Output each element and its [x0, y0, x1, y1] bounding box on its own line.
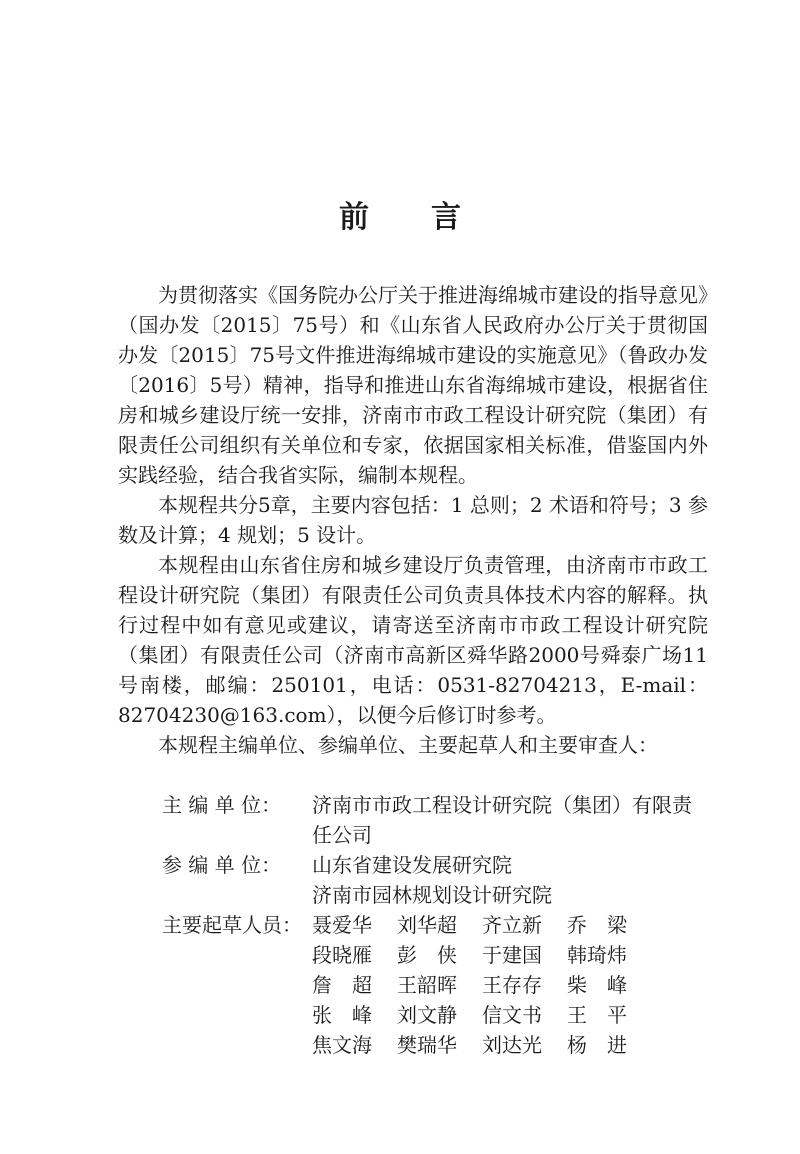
paragraph-purpose: 为贯彻落实《国务院办公厅关于推进海绵城市建设的指导意见》（国办发〔2015〕75号）和《山东省人民政府办公厅关于贯彻国办发〔2015〕75号文件推进海绵城市建设的实施意见》（鲁政办发〔2016〕5号）精神，指导和推进山东省海绵城市建设，根据省住房和城乡建设厅统一安排，济南市市政工程设计研究院（集团）有限责任公司组织有关单位和专家，依据国家相关标准，借鉴国内外实践经验，结合我省实际，编制本规程。 — [118, 283, 708, 487]
drafters-row — [162, 940, 722, 970]
participating-unit-row — [162, 880, 722, 910]
drafters-row — [162, 1000, 722, 1030]
drafter-name: 王存存 — [482, 973, 542, 997]
participating-unit-row — [162, 850, 722, 880]
drafter-name: 詹 超 — [312, 973, 372, 997]
drafter-name: 刘达光 — [482, 1033, 542, 1057]
title-char-1: 前 — [339, 200, 369, 235]
drafter-name: 杨 进 — [567, 1033, 627, 1057]
drafter-name: 王 平 — [567, 1003, 627, 1027]
drafter-name: 韩琦炜 — [567, 943, 627, 967]
preface-body — [118, 280, 708, 760]
chief-unit-label: 主 编 单 位： — [162, 793, 282, 817]
drafters-label: 主要起草人员： — [162, 913, 302, 937]
drafter-name: 段晓雁 — [312, 943, 372, 967]
drafter-name: 焦文海 — [312, 1033, 372, 1057]
drafter-name: 于建国 — [482, 943, 542, 967]
title-char-2: 言 — [431, 200, 461, 235]
drafter-name: 信文书 — [482, 1003, 542, 1027]
drafter-name: 柴 峰 — [567, 973, 627, 997]
unit-list — [162, 790, 722, 1060]
drafter-name: 刘华超 — [397, 913, 457, 937]
chief-unit-row — [162, 790, 722, 820]
paragraph-contents: 本规程共分5章，主要内容包括：1 总则；2 术语和符号；3 参数及计算；4 规划；5 设计。 — [118, 493, 708, 547]
drafter-name: 张 峰 — [312, 1003, 372, 1027]
participating-unit-label: 参 编 单 位： — [162, 853, 282, 877]
drafter-name: 乔 梁 — [567, 913, 627, 937]
drafter-name: 聂爱华 — [312, 913, 372, 937]
drafter-name: 齐立新 — [482, 913, 542, 937]
drafters-row — [162, 910, 722, 940]
drafter-name: 樊瑞华 — [397, 1033, 457, 1057]
drafter-name: 彭 侠 — [397, 943, 457, 967]
paragraph-management: 本规程由山东省住房和城乡建设厅负责管理，由济南市市政工程设计研究院（集团）有限责任公司负责具体技术内容的解释。执行过程中如有意见或建议，请寄送至济南市市政工程设计研究院（集团）有限责任公司（济南市高新区舜华路2000号舜泰广场11号南楼，邮编：250101，电话：0531-82704213，E-mail：82704230@163.com），以便今后修订时参考。 — [118, 553, 708, 727]
drafters-row — [162, 970, 722, 1000]
chief-unit-row-cont — [162, 820, 722, 850]
participating-unit-name: 山东省建设发展研究院 — [312, 853, 512, 877]
paragraph-units-intro: 本规程主编单位、参编单位、主要起草人和主要审查人： — [158, 733, 658, 757]
drafter-name: 刘文静 — [397, 1003, 457, 1027]
chief-unit-name: 济南市市政工程设计研究院（集团）有限责 — [312, 793, 692, 817]
page-title — [0, 196, 800, 240]
drafter-name: 王韶晖 — [397, 973, 457, 997]
chief-unit-name-cont: 任公司 — [312, 823, 372, 847]
participating-unit-name: 济南市园林规划设计研究院 — [312, 883, 552, 907]
drafters-row — [162, 1030, 722, 1060]
